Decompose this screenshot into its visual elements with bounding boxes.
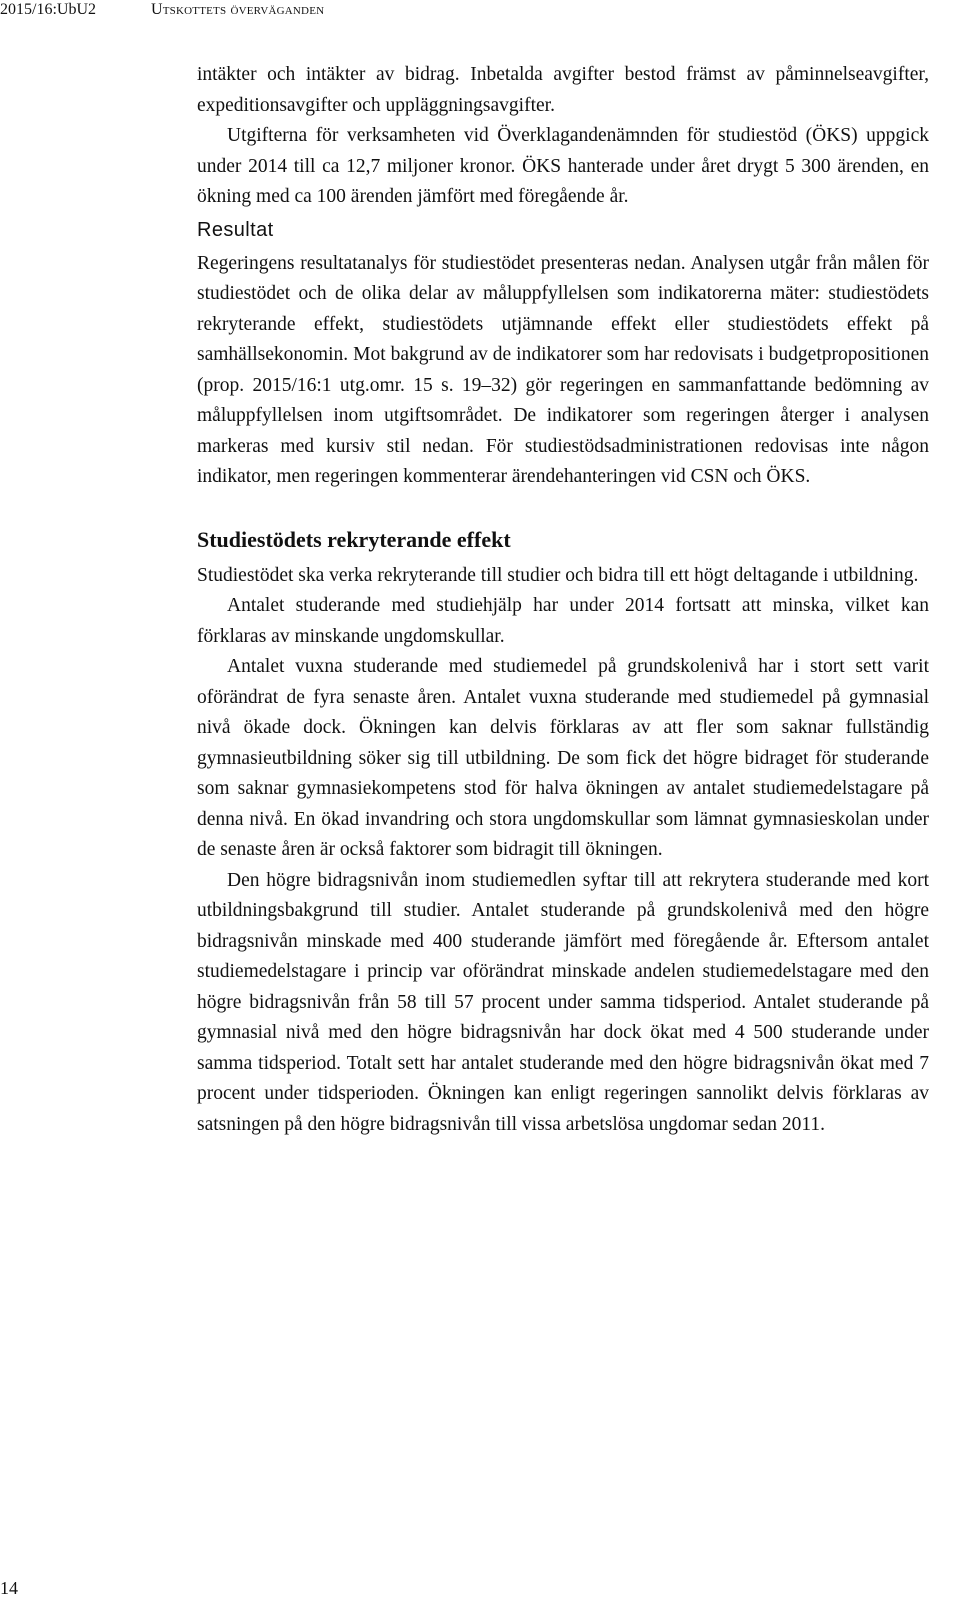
paragraph-income: intäkter och intäkter av bidrag. Inbetalda avgifter bestod främst av påminnelseavgifter, expeditionsavgifter och uppläggningsavgifter.	[197, 64, 929, 116]
paragraph-higher-grant-level: Den högre bidragsnivån inom studiemedlen syftar till att rekrytera studerande med kort utbildningsbakgrund till studier. Antalet studerande på grundskolenivå med den högre bidragsnivån minskade med 400 studerande jämfört med föregående år. Eftersom antalet studiemedelstagare i princip var oförändrat minskade andelen studiemedelstagare med den högre bidragsnivån från 58 till 57 procent under samma tidsperiod. Antalet studerande på gymnasial nivå med den högre bidragsnivån har dock ökat med 4 500 studerande under samma tidsperiod. Totalt sett har antalet studerande med den högre bidragsnivån ökat med 7 procent under tidsperioden. Ökningen kan enligt regeringen sannolikt delvis förklaras av satsningen på den högre bidragsnivån till vissa arbetslösa ungdomar sedan 2011.	[197, 869, 929, 1135]
paragraph-oks-expenses: Utgifterna för verksamheten vid Överklagandenämnden för studiestöd (ÖKS) uppgick under 2014 till ca 12,7 miljoner kronor. ÖKS hanterade under året drygt 5 300 ärenden, en ökning med ca 100 ärenden jämfört med föregående år.	[197, 125, 929, 207]
paragraph-goal: Studiestödet ska verka rekryterande till studier och bidra till ett högt deltagande i utbildning.	[197, 564, 919, 586]
paragraph-result-analysis: Regeringens resultatanalys för studiestödet presenteras nedan. Analysen utgår från målen för studiestödet och de olika delar av måluppfyllelsen som indikatorerna mäter: studiestödets rekryterande effekt, studiestödets utjämnande effekt eller studiestödets effekt på samhällsekonomin. Mot bakgrund av de indikatorer som har redovisats i budgetpropositionen (prop. 2015/16:1 utg.omr. 15 s. 19–32) gör regeringen en sammanfattande bedömning av måluppfyllelsen inom utgiftsområdet. De indikatorer som regeringen återger i analysen markeras med kursiv stil nedan. För studiestödsadministrationen redovisas inte någon indikator, men regeringen kommenterar ärendehanteringen vid CSN och ÖKS.	[197, 252, 929, 487]
page-body	[197, 60, 929, 1140]
page-number: 14	[0, 1578, 18, 1598]
subheading-recruiting-effect: Studiestödets rekryterande effekt	[197, 526, 511, 552]
document-id: 2015/16:UbU2	[0, 1, 96, 18]
paragraph-adult-students: Antalet vuxna studerande med studiemedel på grundskolenivå har i stort sett varit oförändrat de fyra senaste åren. Antalet vuxna studerande med studiemedel på gymnasial nivå ökade dock. Ökningen kan delvis förklaras av att fler som saknar fullständig gymnasieutbildning söker sig till utbildning. De som fick det högre bidraget för studerande som saknar gymnasiekompetens stod för halva ökningen av antalet studiemedelstagare på denna nivå. En ökad invandring och stora ungdomskullar som lämnat gymnasieskolan under de senaste åren är också faktorer som bidragit till ökningen.	[197, 656, 929, 860]
section-heading-resultat: Resultat	[197, 218, 274, 241]
section-running-title: Utskottets överväganden	[151, 1, 325, 18]
paragraph-studiehjalp: Antalet studerande med studiehjälp har under 2014 fortsatt att minska, vilket kan förklaras av minskande ungdomskullar.	[197, 595, 929, 647]
